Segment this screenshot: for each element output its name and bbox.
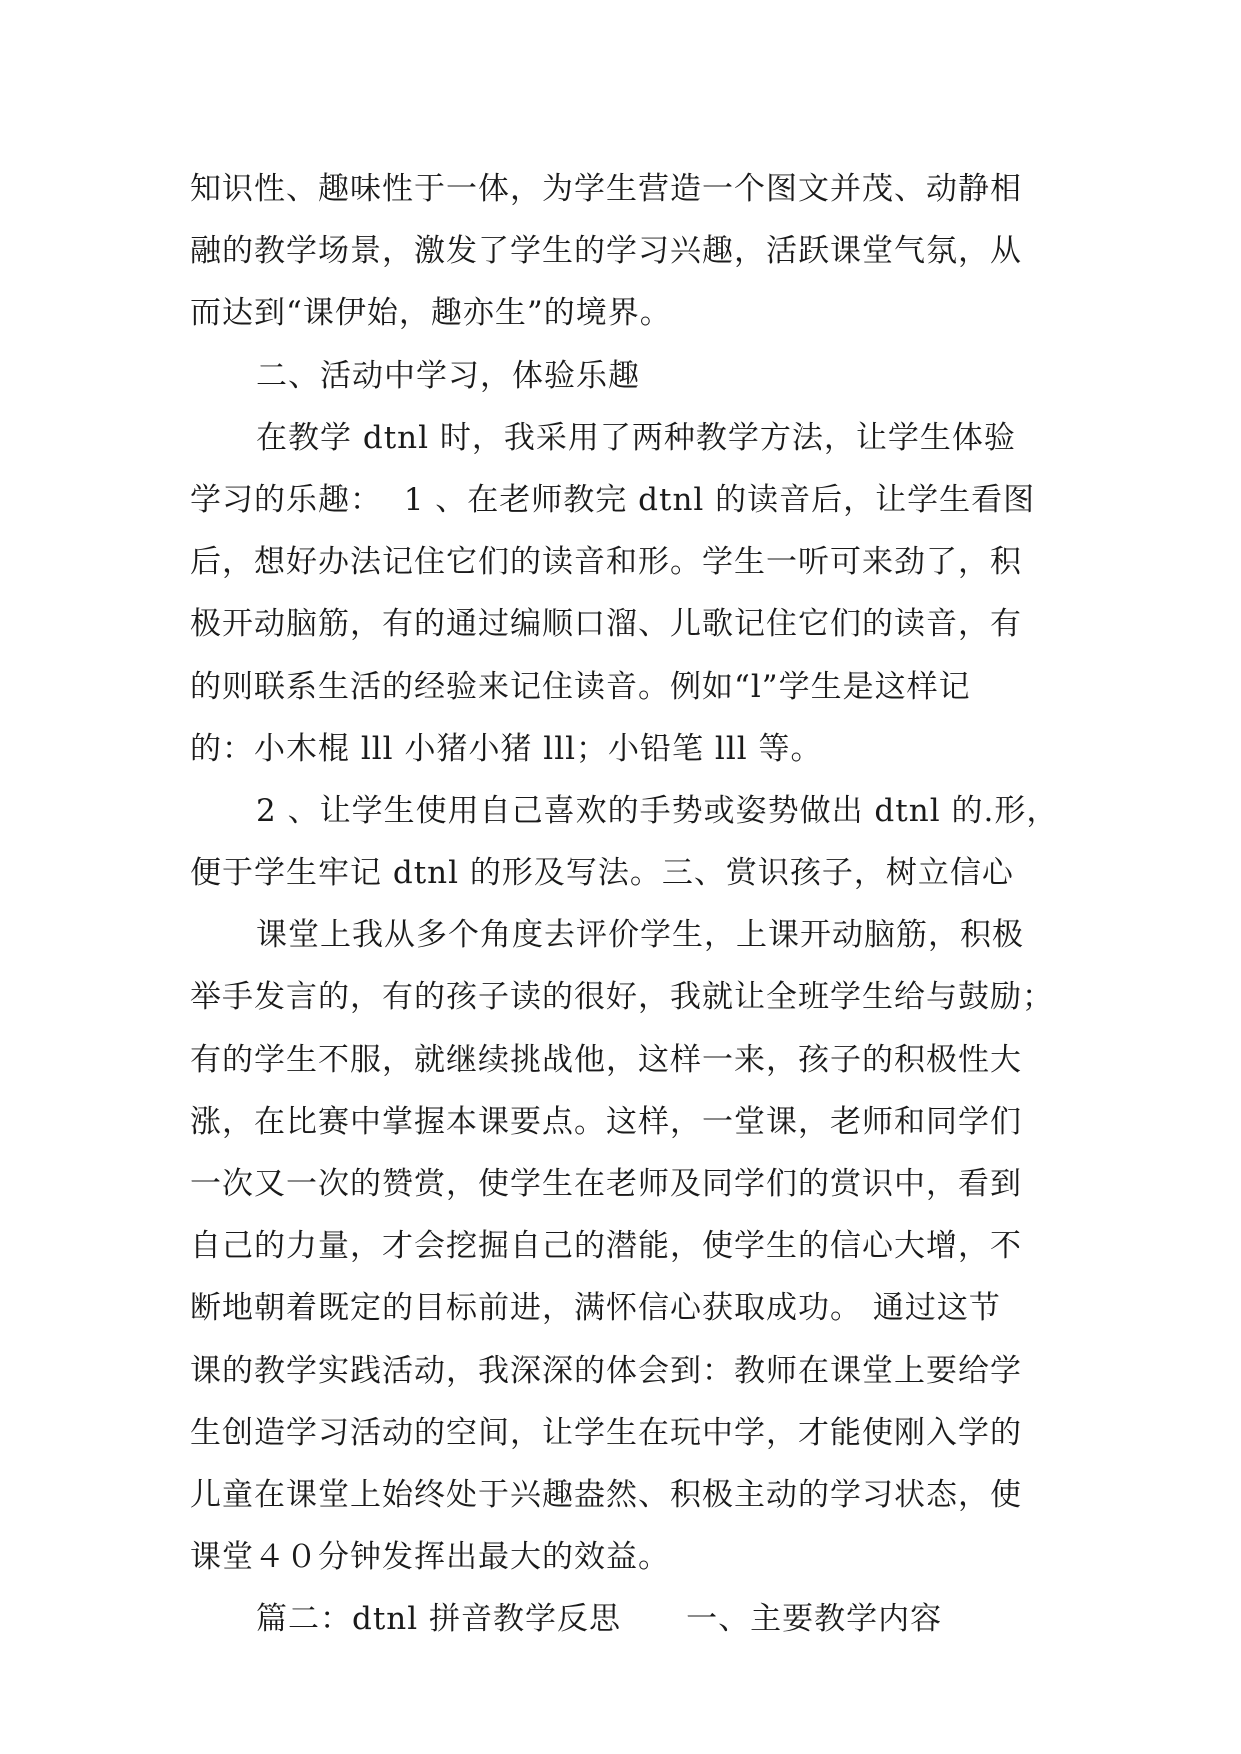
text-line: 儿童在课堂上始终处于兴趣盎然、积极主动的学习状态，使	[190, 1476, 1022, 1513]
text-line: 2 、让学生使用自己喜欢的手势或姿势做出 dtnl 的.形，	[256, 792, 1059, 829]
text-line: 极开动脑筋，有的通过编顺口溜、儿歌记住它们的读音，有	[190, 606, 1022, 643]
text-line: 课堂４０分钟发挥出最大的效益。	[190, 1539, 670, 1576]
text-line: 便于学生牢记 dtnl 的形及写法。三、赏识孩子，树立信心	[190, 855, 1014, 892]
text-line: 生创造学习活动的空间，让学生在玩中学，才能使刚入学的	[190, 1414, 1022, 1451]
document-body	[190, 158, 1070, 1651]
text-line: 自己的力量，才会挖掘自己的潜能，使学生的信心大增，不	[190, 1228, 1022, 1265]
text-line: 的则联系生活的经验来记住读音。例如“l”学生是这样记	[190, 668, 971, 705]
text-line: 后，想好办法记住它们的读音和形。学生一听可来劲了，积	[190, 544, 1022, 581]
section-heading: 篇二：dtnl 拼音教学反思 一、主要教学内容	[256, 1601, 943, 1638]
section-heading: 二、活动中学习，体验乐趣	[256, 357, 640, 394]
text-line: 涨，在比赛中掌握本课要点。这样，一堂课，老师和同学们	[190, 1103, 1022, 1140]
text-line: 融的教学场景，激发了学生的学习兴趣，活跃课堂气氛，从	[190, 233, 1022, 270]
text-line: 有的学生不服，就继续挑战他，这样一来，孩子的积极性大	[190, 1041, 1022, 1078]
text-line: 一次又一次的赞赏，使学生在老师及同学们的赏识中，看到	[190, 1166, 1022, 1202]
text-line: 知识性、趣味性于一体，为学生营造一个图文并茂、动静相	[190, 171, 1022, 207]
text-line: 在教学 dtnl 时，我采用了两种教学方法，让学生体验	[256, 419, 1016, 456]
text-line: 学习的乐趣： 1 、在老师教完 dtnl 的读音后，让学生看图	[190, 481, 1036, 518]
text-line: 举手发言的，有的孩子读的很好，我就让全班学生给与鼓励；	[190, 979, 1054, 1016]
text-line: 课的教学实践活动，我深深的体会到：教师在课堂上要给学	[190, 1352, 1022, 1389]
text-line: 课堂上我从多个角度去评价学生，上课开动脑筋，积极	[256, 917, 1024, 954]
text-line: 而达到“课伊始，趣亦生”的境界。	[190, 295, 672, 332]
text-line: 断地朝着既定的目标前进，满怀信心获取成功。 通过这节	[190, 1290, 1001, 1327]
text-line: 的：小木棍 lll 小猪小猪 lll；小铅笔 lll 等。	[190, 730, 823, 767]
